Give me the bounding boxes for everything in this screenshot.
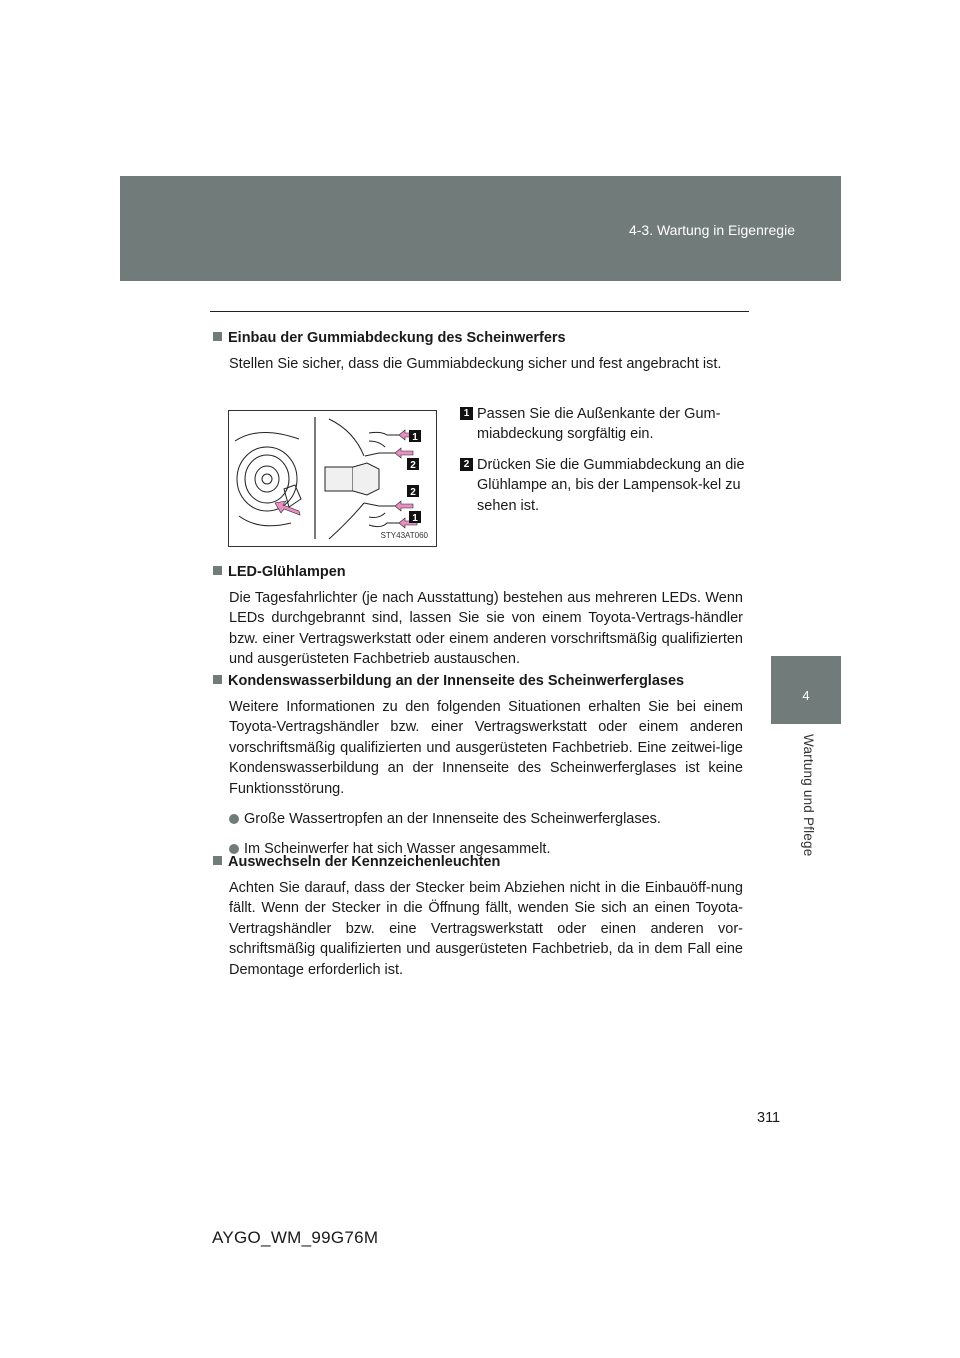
- section-heading: Auswechseln der Kennzeichenleuchten: [213, 852, 743, 872]
- square-bullet-icon: [213, 566, 222, 575]
- list-item: Im Scheinwerfer hat sich Wasser angesammelt.: [229, 839, 743, 859]
- figure-label: 2: [410, 487, 416, 498]
- header-band: [120, 176, 841, 281]
- figure-label: 1: [412, 513, 418, 524]
- page-number: 311: [757, 1110, 781, 1126]
- step-item: [460, 455, 745, 516]
- step-item: [460, 404, 745, 445]
- round-bullet-icon: [229, 814, 239, 824]
- figure-label: 1: [412, 432, 418, 443]
- section-led: [213, 562, 743, 670]
- section-text: Weitere Informationen zu den folgenden Situationen erhalten Sie bei einem Toyota-Vertragshändler bzw. einer Vertragswerkstatt oder einem anderen vorschriftsmäßig qualifizierten und ausgerüsteten Fachbetrieb. Eine zeitwei-lige Kondenswasserbildung an der Innenseite des Scheinwerferglases ist keine Funktionsstörung.: [229, 699, 743, 797]
- section-heading: Kondenswasserbildung an der Innenseite des Scheinwerferglases: [213, 671, 743, 691]
- figure-code: STY43AT060: [380, 531, 428, 540]
- section-heading: LED-Glühlampen: [213, 562, 743, 582]
- document-code: AYGO_WM_99G76M: [212, 1228, 379, 1247]
- section-text: Stellen Sie sicher, dass die Gummiabdeckung sicher und fest angebracht ist.: [229, 356, 722, 372]
- section-text: Achten Sie darauf, dass der Stecker beim Abziehen nicht in die Einbauöff-nung fällt. Wenn der Stecker in die Öffnung fällt, wenden Sie sich an einen Toyota-Vertragshändler bzw. eine Vertragswerkstatt oder einen anderen vor-schriftsmäßig qualifizierten und ausgerüsteten Fachbetrieb, da in dem Fall eine Demontage erforderlich ist.: [229, 880, 743, 978]
- square-bullet-icon: [213, 675, 222, 684]
- top-divider: [210, 311, 749, 312]
- section-condensation: [213, 671, 743, 859]
- section-rubber-cover: [213, 328, 743, 374]
- square-bullet-icon: [213, 332, 222, 341]
- square-bullet-icon: [213, 856, 222, 865]
- section-title: 4-3. Wartung in Eigenregie: [628, 222, 795, 238]
- list-item: Große Wassertropfen an der Innenseite des Scheinwerferglases.: [229, 809, 743, 829]
- step-text: Passen Sie die Außenkante der Gum-miabdeckung sorgfältig ein.: [477, 406, 721, 443]
- chapter-number: 4: [802, 688, 810, 703]
- figure-label: 2: [410, 460, 416, 471]
- chapter-label: Wartung und Pflege: [801, 734, 816, 857]
- section-heading: Einbau der Gummiabdeckung des Scheinwerfers: [213, 328, 743, 348]
- section-license-lights: [213, 852, 743, 980]
- headlight-illustration: [228, 410, 437, 547]
- step-number-badge: 2: [460, 458, 473, 471]
- arrow-icon: [395, 448, 413, 458]
- headlight-diagram: [229, 411, 436, 546]
- step-text: Drücken Sie die Gummiabdeckung an die Glühlampe an, bis der Lampensok-kel zu sehen ist.: [477, 456, 745, 514]
- chapter-tab: [771, 656, 841, 724]
- section-text: Die Tagesfahrlichter (je nach Ausstattung) bestehen aus mehreren LEDs. Wenn LEDs durchgebrannt sind, lassen Sie sie von einem Toyota-Vertrags-händler bzw. einer Vertragswerkstatt oder einem anderen vorschriftsmäßig qualifizierten und ausgerüsteten Fachbetrieb austauschen.: [229, 590, 743, 668]
- step-number-badge: 1: [460, 407, 473, 420]
- step-list: [460, 404, 745, 526]
- arrow-icon: [395, 501, 413, 511]
